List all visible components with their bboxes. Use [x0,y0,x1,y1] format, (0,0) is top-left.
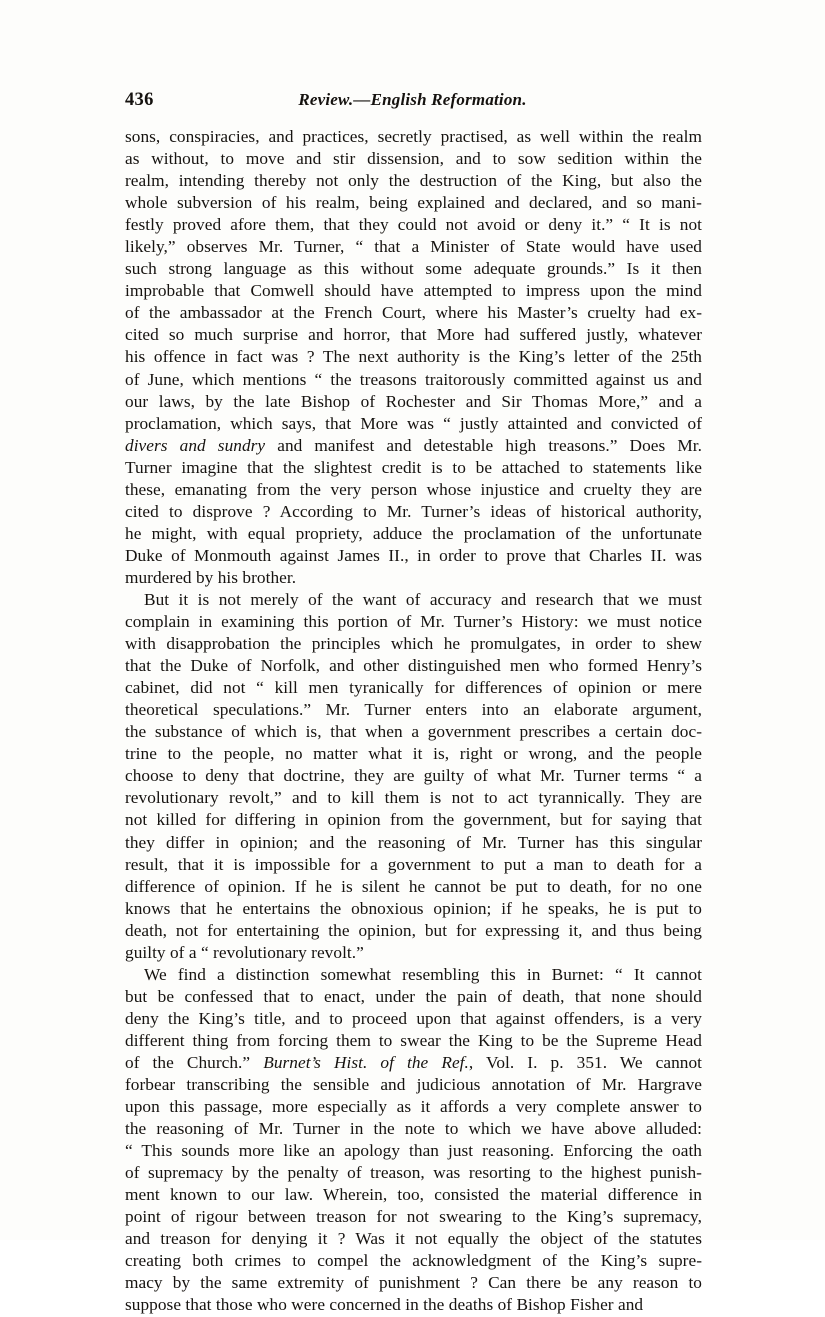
italic-citation: Burnet’s Hist. of the Ref. [263,1052,469,1072]
text-line: cabinet, did not “ kill men tyranically for differences of opinion or mere [125,678,702,698]
text-line: realm, intending thereby not only the destruction of the King, but also the [125,171,702,191]
text-line: that the Duke of Norfolk, and other distinguished men who formed Henry’s [125,656,702,676]
text-line: improbable that Comwell should have attempted to impress upon the mind [125,281,702,301]
text-line: the substance of which is, that when a government prescribes a certain doc- [125,722,702,742]
text-line: they differ in opinion; and the reasoning of Mr. Turner has this singular [125,832,702,852]
text-line: with disapprobation the principles which he promulgates, in order to shew [125,634,702,654]
page-header [125,90,700,116]
text-line: theoretical speculations.” Mr. Turner enters into an elaborate argument, [125,700,702,720]
text-line: not killed for differing in opinion from the government, but for saying that [125,810,702,830]
text-line: but be confessed that to enact, under the pain of death, that none should [125,986,702,1006]
text-line: “ This sounds more like an apology than just reasoning. Enforcing the oath [125,1141,702,1161]
text-line: different thing from forcing them to swear the King to be the Supreme Head [125,1030,702,1050]
body-text [125,126,702,1317]
text-line: But it is not merely of the want of accuracy and research that we must [144,589,702,609]
text-line: choose to deny that doctrine, they are guilty of what Mr. Turner terms “ a [125,766,702,786]
text-line: We find a distinction somewhat resembling this in Burnet: “ It cannot [144,964,702,984]
text-line: creating both crimes to compel the acknowledgment of the King’s supre- [125,1251,702,1271]
text-line: likely,” observes Mr. Turner, “ that a Minister of State would have used [125,237,702,257]
text-line: of June, which mentions “ the treasons traitorously committed against us and [125,369,702,389]
text-line: difference of opinion. If he is silent he cannot be put to death, for no one [125,876,702,896]
text-line: cited to disprove ? According to Mr. Turner’s ideas of historical authority, [125,501,702,521]
text-line: his offence in fact was ? The next authority is the King’s letter of the 25th [125,347,702,367]
text-line: such strong language as this without some adequate grounds.” Is it then [125,259,702,279]
paragraph [125,126,702,589]
text-line: Turner imagine that the slightest credit is to be attached to statements like [125,457,702,477]
text-line: he might, with equal propriety, adduce the proclamation of the unfortunate [125,523,702,543]
text-line [125,435,702,457]
text-line: whole subversion of his realm, being explained and declared, and so mani- [125,193,702,213]
paragraph [125,589,702,964]
text-line: our laws, by the late Bishop of Rochester and Sir Thomas More,” and a [125,391,702,411]
text-line: trine to the people, no matter what it is, right or wrong, and the people [125,744,702,764]
page-number: 436 [125,90,154,110]
text-line: of the ambassador at the French Court, where his Master’s cruelty had ex- [125,303,702,323]
text-line: Duke of Monmouth against James II., in order to prove that Charles II. was [125,545,702,565]
text-line: ment known to our law. Wherein, too, consisted the material difference in [125,1185,702,1205]
text-line: forbear transcribing the sensible and judicious annotation of Mr. Hargrave [125,1075,702,1095]
text-line: of supremacy by the penalty of treason, was resorting to the highest punish- [125,1163,702,1183]
line-text: of the Church.” [125,1052,264,1072]
text-line: suppose that those who were concerned in the deaths of Bishop Fisher and [125,1295,644,1315]
text-line: murdered by his brother. [125,567,297,587]
paragraph [125,964,702,1317]
text-line: knows that he entertains the obnoxious opinion; if he speaks, he is put to [125,898,702,918]
text-line: proclamation, which says, that More was “ justly attainted and convicted of [125,413,702,433]
text-line: complain in examining this portion of Mr. Turner’s History: we must notice [125,612,702,632]
text-line: these, emanating from the very person whose injustice and cruelty they are [125,479,702,499]
text-line: cited so much surprise and horror, that More had suffered justly, whatever [125,325,702,345]
text-line: revolutionary revolt,” and to kill them is not to act tyrannically. They are [125,788,702,808]
running-head: Review.—English Reformation. [298,90,527,109]
text-line: sons, conspiracies, and practices, secretly practised, as well within the realm [125,127,702,146]
text-line: death, not for entertaining the opinion, but for expressing it, and thus being [125,920,702,940]
text-line: as without, to move and stir dissension, and to sow sedition within the [125,149,702,169]
italic-citation: divers and sundry [125,435,266,455]
text-line: macy by the same extremity of punishment ? Can there be any reason to [125,1273,702,1293]
text-line: festly proved afore them, that they could not avoid or deny it.” “ It is not [125,215,702,235]
text-line: and treason for denying it ? Was it not equally the object of the statutes [125,1229,702,1249]
line-text: , Vol. I. p. 351. We cannot [468,1052,702,1072]
text-line: guilty of a “ revolutionary revolt.” [125,942,364,962]
text-line: point of rigour between treason for not swearing to the King’s supremacy, [125,1207,702,1227]
text-line: the reasoning of Mr. Turner in the note to which we have above alluded: [125,1119,702,1139]
text-line: upon this passage, more especially as it affords a very complete answer to [125,1097,702,1117]
text-line: result, that it is impossible for a government to put a man to death for a [125,854,702,874]
text-line: deny the King’s title, and to proceed upon that against offenders, is a very [125,1008,702,1028]
text-line [125,1052,702,1074]
line-text: and manifest and detestable high treasons.” Does Mr. [265,435,702,455]
